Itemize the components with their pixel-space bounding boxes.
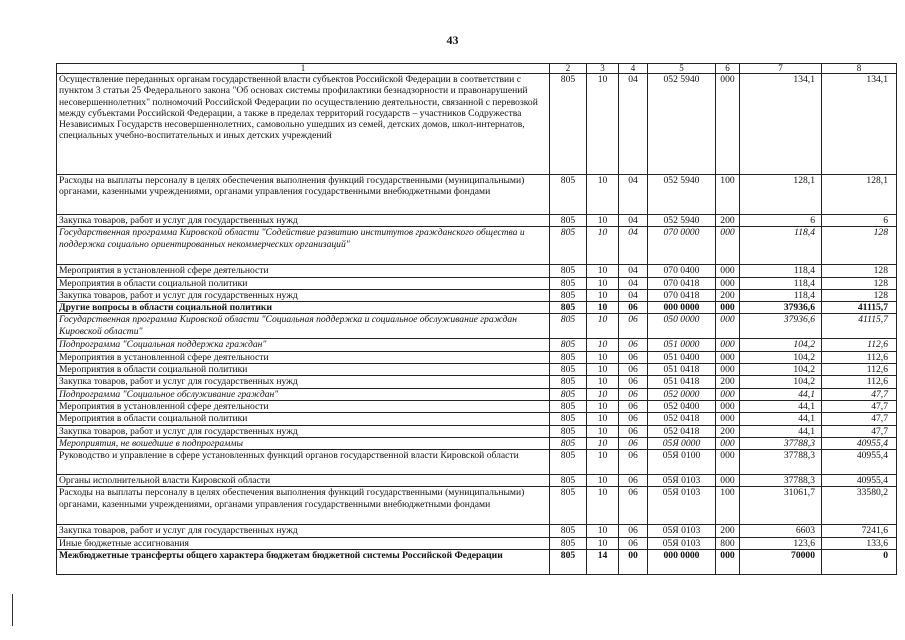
row-code-type: 000 [716,339,740,351]
table-row [57,74,897,175]
row-code-subsection: 06 [619,364,648,376]
row-code-type: 200 [716,376,740,388]
row-description: Закупка товаров, работ и услуг для государственных нужд [57,425,550,437]
row-description: Закупка товаров, работ и услуг для государственных нужд [57,525,550,537]
row-amount-year2: 133,6 [822,537,897,549]
row-code-subsection: 04 [619,265,648,277]
row-code-subsection: 00 [619,550,648,575]
row-code-type: 000 [716,413,740,425]
row-code-type: 200 [716,215,740,227]
row-description: Органы исполнительной власти Кировской области [57,475,550,487]
budget-table [56,63,897,575]
row-code-subsection: 04 [619,227,648,265]
column-header: 7 [740,64,822,74]
row-code-target: 000 0000 [648,550,716,575]
row-description: Мероприятия в области социальной политики [57,413,550,425]
row-code-subsection: 06 [619,425,648,437]
row-amount-year2: 128,1 [822,175,897,215]
row-description: Мероприятия в установленной сфере деятельности [57,351,550,363]
row-amount-year2: 47,7 [822,425,897,437]
row-amount-year2: 40955,4 [822,450,897,475]
row-code-subsection: 06 [619,487,648,525]
row-code-admin: 805 [550,215,587,227]
row-code-target: 052 5940 [648,175,716,215]
row-description: Расходы на выплаты персоналу в целях обеспечения выполнения функций государственными (муниципальными) органами, казенными учреждениями, органами управления государственными внебюджетными фондами [57,487,550,525]
row-amount-year1: 118,4 [740,277,822,289]
row-description: Мероприятия в установленной сфере деятельности [57,400,550,412]
row-amount-year1: 37788,3 [740,450,822,475]
row-code-target: 05Я 0103 [648,537,716,549]
column-header: 2 [550,64,587,74]
table-row [57,339,897,351]
row-code-section: 10 [587,265,619,277]
row-code-target: 070 0418 [648,277,716,289]
column-header: 4 [619,64,648,74]
row-code-subsection: 06 [619,475,648,487]
row-description: Другие вопросы в области социальной политики [57,302,550,314]
row-amount-year2: 128 [822,265,897,277]
row-code-subsection: 06 [619,314,648,339]
row-amount-year1: 118,4 [740,289,822,301]
row-code-target: 070 0418 [648,289,716,301]
table-row [57,314,897,339]
row-code-subsection: 06 [619,351,648,363]
row-code-target: 052 0418 [648,425,716,437]
row-amount-year1: 104,2 [740,339,822,351]
table-row [57,351,897,363]
row-description: Руководство и управление в сфере установленных функций органов государственной власти Кировской области [57,450,550,475]
table-row [57,413,897,425]
table-row [57,400,897,412]
row-code-subsection: 06 [619,537,648,549]
row-amount-year1: 134,1 [740,74,822,175]
row-code-type: 000 [716,351,740,363]
row-code-target: 051 0400 [648,351,716,363]
row-code-admin: 805 [550,314,587,339]
row-code-type: 100 [716,175,740,215]
row-amount-year1: 37936,6 [740,302,822,314]
row-code-admin: 805 [550,537,587,549]
table-row [57,289,897,301]
row-code-section: 10 [587,413,619,425]
row-description: Государственная программа Кировской области "Социальная поддержка и социальное обслуживание граждан Кировской области" [57,314,550,339]
row-description: Расходы на выплаты персоналу в целях обеспечения выполнения функций государственными (муниципальными) органами, казенными учреждениями, органами управления государственными внебюджетными фондами [57,175,550,215]
table-row [57,525,897,537]
row-code-type: 000 [716,74,740,175]
row-code-subsection: 06 [619,376,648,388]
row-code-subsection: 04 [619,74,648,175]
table-row [57,487,897,525]
row-amount-year1: 44,1 [740,388,822,400]
row-code-type: 000 [716,302,740,314]
row-code-target: 052 5940 [648,215,716,227]
row-code-target: 070 0400 [648,265,716,277]
row-code-type: 000 [716,475,740,487]
column-header: 6 [716,64,740,74]
row-amount-year1: 44,1 [740,413,822,425]
row-code-admin: 805 [550,437,587,449]
row-amount-year2: 33580,2 [822,487,897,525]
row-code-admin: 805 [550,413,587,425]
row-amount-year2: 47,7 [822,388,897,400]
table-row [57,550,897,575]
row-code-target: 05Я 0103 [648,487,716,525]
row-code-admin: 805 [550,302,587,314]
row-code-subsection: 06 [619,302,648,314]
row-code-subsection: 06 [619,388,648,400]
row-code-section: 10 [587,227,619,265]
row-description: Закупка товаров, работ и услуг для государственных нужд [57,376,550,388]
row-code-section: 10 [587,388,619,400]
row-code-target: 052 0000 [648,388,716,400]
row-code-section: 10 [587,400,619,412]
row-code-target: 051 0418 [648,364,716,376]
row-code-admin: 805 [550,425,587,437]
row-amount-year1: 104,2 [740,376,822,388]
row-code-subsection: 06 [619,450,648,475]
row-code-target: 070 0000 [648,227,716,265]
table-row [57,364,897,376]
row-code-subsection: 04 [619,277,648,289]
table-body [57,74,897,575]
row-code-section: 10 [587,475,619,487]
row-amount-year2: 40955,4 [822,437,897,449]
row-code-section: 10 [587,450,619,475]
row-description: Межбюджетные трансферты общего характера бюджетам бюджетной системы Российской Федерации [57,550,550,575]
margin-line [12,594,13,626]
row-code-section: 14 [587,550,619,575]
row-code-subsection: 06 [619,525,648,537]
column-header: 3 [587,64,619,74]
table-row [57,227,897,265]
row-code-section: 10 [587,175,619,215]
table-row [57,437,897,449]
row-code-target: 05Я 0100 [648,450,716,475]
row-amount-year1: 104,2 [740,351,822,363]
row-code-type: 000 [716,400,740,412]
row-amount-year1: 31061,7 [740,487,822,525]
row-code-section: 10 [587,437,619,449]
column-header: 8 [822,64,897,74]
row-code-admin: 805 [550,550,587,575]
row-code-subsection: 06 [619,339,648,351]
row-description: Осуществление переданных органам государственной власти субъектов Российской Федерации в соответствии с пунктом 3 статьи 25 Федерального закона "Об основах системы профилактики безнадзорности и правонарушений несовершеннолетних" полномочий Российской Федерации по осуществлению деятельности, связанной с перевозкой между субъектами Российской Федерации, а также в пределах территорий государств – участников Содружества Независимых Государств несовершеннолетних, самовольно ушедших из семей, детских домов, школ-интернатов, специальных учебно-воспитательных и иных детских учреждений [57,74,550,175]
row-amount-year1: 70000 [740,550,822,575]
row-code-target: 051 0000 [648,339,716,351]
row-code-target: 052 0400 [648,400,716,412]
row-amount-year1: 128,1 [740,175,822,215]
row-code-type: 000 [716,314,740,339]
row-amount-year2: 112,6 [822,364,897,376]
row-amount-year1: 118,4 [740,227,822,265]
row-code-type: 000 [716,437,740,449]
row-code-target: 05Я 0000 [648,437,716,449]
row-amount-year1: 37788,3 [740,437,822,449]
row-code-type: 000 [716,265,740,277]
row-code-admin: 805 [550,400,587,412]
row-code-section: 10 [587,314,619,339]
row-code-admin: 805 [550,364,587,376]
table-row [57,175,897,215]
row-amount-year1: 44,1 [740,400,822,412]
row-code-type: 000 [716,550,740,575]
row-code-section: 10 [587,339,619,351]
row-description: Мероприятия в установленной сфере деятельности [57,265,550,277]
row-code-admin: 805 [550,277,587,289]
table-row [57,265,897,277]
row-amount-year2: 134,1 [822,74,897,175]
row-description: Подпрограмма "Социальная поддержка граждан" [57,339,550,351]
row-amount-year2: 6 [822,215,897,227]
row-amount-year2: 112,6 [822,376,897,388]
row-code-subsection: 04 [619,215,648,227]
row-code-admin: 805 [550,265,587,277]
table-row [57,475,897,487]
row-code-admin: 805 [550,525,587,537]
row-code-admin: 805 [550,450,587,475]
budget-table-container [56,63,897,575]
row-amount-year1: 37936,6 [740,314,822,339]
row-code-admin: 805 [550,339,587,351]
row-amount-year2: 112,6 [822,339,897,351]
row-code-section: 10 [587,215,619,227]
row-code-subsection: 04 [619,289,648,301]
table-row [57,302,897,314]
row-amount-year1: 123,6 [740,537,822,549]
row-amount-year1: 6603 [740,525,822,537]
row-description: Мероприятия в области социальной политики [57,277,550,289]
row-code-target: 000 0000 [648,302,716,314]
row-code-section: 10 [587,277,619,289]
row-code-section: 10 [587,351,619,363]
row-amount-year1: 6 [740,215,822,227]
row-amount-year2: 41115,7 [822,302,897,314]
table-header-row [57,64,897,74]
row-code-admin: 805 [550,227,587,265]
row-code-target: 05Я 0103 [648,525,716,537]
row-code-target: 051 0418 [648,376,716,388]
row-amount-year2: 128 [822,277,897,289]
row-code-admin: 805 [550,74,587,175]
row-code-type: 000 [716,364,740,376]
row-amount-year2: 41115,7 [822,314,897,339]
row-code-admin: 805 [550,376,587,388]
row-description: Закупка товаров, работ и услуг для государственных нужд [57,215,550,227]
row-code-section: 10 [587,364,619,376]
row-amount-year2: 112,6 [822,351,897,363]
row-amount-year1: 37788,3 [740,475,822,487]
row-code-admin: 805 [550,289,587,301]
row-code-type: 000 [716,450,740,475]
row-amount-year1: 104,2 [740,364,822,376]
row-code-subsection: 04 [619,175,648,215]
row-code-type: 000 [716,277,740,289]
row-code-type: 200 [716,289,740,301]
row-code-admin: 805 [550,487,587,525]
row-code-admin: 805 [550,351,587,363]
row-amount-year1: 118,4 [740,265,822,277]
row-description: Мероприятия в области социальной политики [57,364,550,376]
row-amount-year2: 0 [822,550,897,575]
row-code-admin: 805 [550,388,587,400]
column-header: 5 [648,64,716,74]
row-code-subsection: 06 [619,413,648,425]
row-code-target: 050 0000 [648,314,716,339]
row-code-target: 052 0418 [648,413,716,425]
row-code-section: 10 [587,537,619,549]
row-code-section: 10 [587,487,619,525]
page-number: 43 [446,33,459,47]
table-row [57,376,897,388]
row-code-section: 10 [587,376,619,388]
row-code-admin: 805 [550,475,587,487]
row-code-subsection: 06 [619,437,648,449]
row-amount-year2: 47,7 [822,413,897,425]
row-code-section: 10 [587,425,619,437]
table-row [57,215,897,227]
row-code-target: 052 5940 [648,74,716,175]
row-code-type: 100 [716,487,740,525]
table-row [57,425,897,437]
row-code-target: 05Я 0103 [648,475,716,487]
row-code-type: 000 [716,388,740,400]
row-code-type: 800 [716,537,740,549]
row-description: Подпрограмма "Социальное обслуживание граждан" [57,388,550,400]
row-code-type: 000 [716,227,740,265]
row-code-section: 10 [587,74,619,175]
row-code-section: 10 [587,289,619,301]
row-description: Государственная программа Кировской области "Содействие развитию институтов гражданского общества и поддержка социально ориентированных некоммерческих организаций" [57,227,550,265]
row-code-admin: 805 [550,175,587,215]
row-amount-year2: 47,7 [822,400,897,412]
row-code-section: 10 [587,525,619,537]
table-row [57,450,897,475]
row-code-type: 200 [716,525,740,537]
table-row [57,388,897,400]
row-description: Иные бюджетные ассигнования [57,537,550,549]
row-amount-year2: 7241,6 [822,525,897,537]
table-row [57,277,897,289]
table-row [57,537,897,549]
row-amount-year2: 128 [822,289,897,301]
row-code-subsection: 06 [619,400,648,412]
column-header: 1 [57,64,550,74]
row-amount-year1: 44,1 [740,425,822,437]
row-amount-year2: 128 [822,227,897,265]
row-code-type: 200 [716,425,740,437]
row-description: Мероприятия, не вошедшие в подпрограммы [57,437,550,449]
row-description: Закупка товаров, работ и услуг для государственных нужд [57,289,550,301]
row-amount-year2: 40955,4 [822,475,897,487]
row-code-section: 10 [587,302,619,314]
